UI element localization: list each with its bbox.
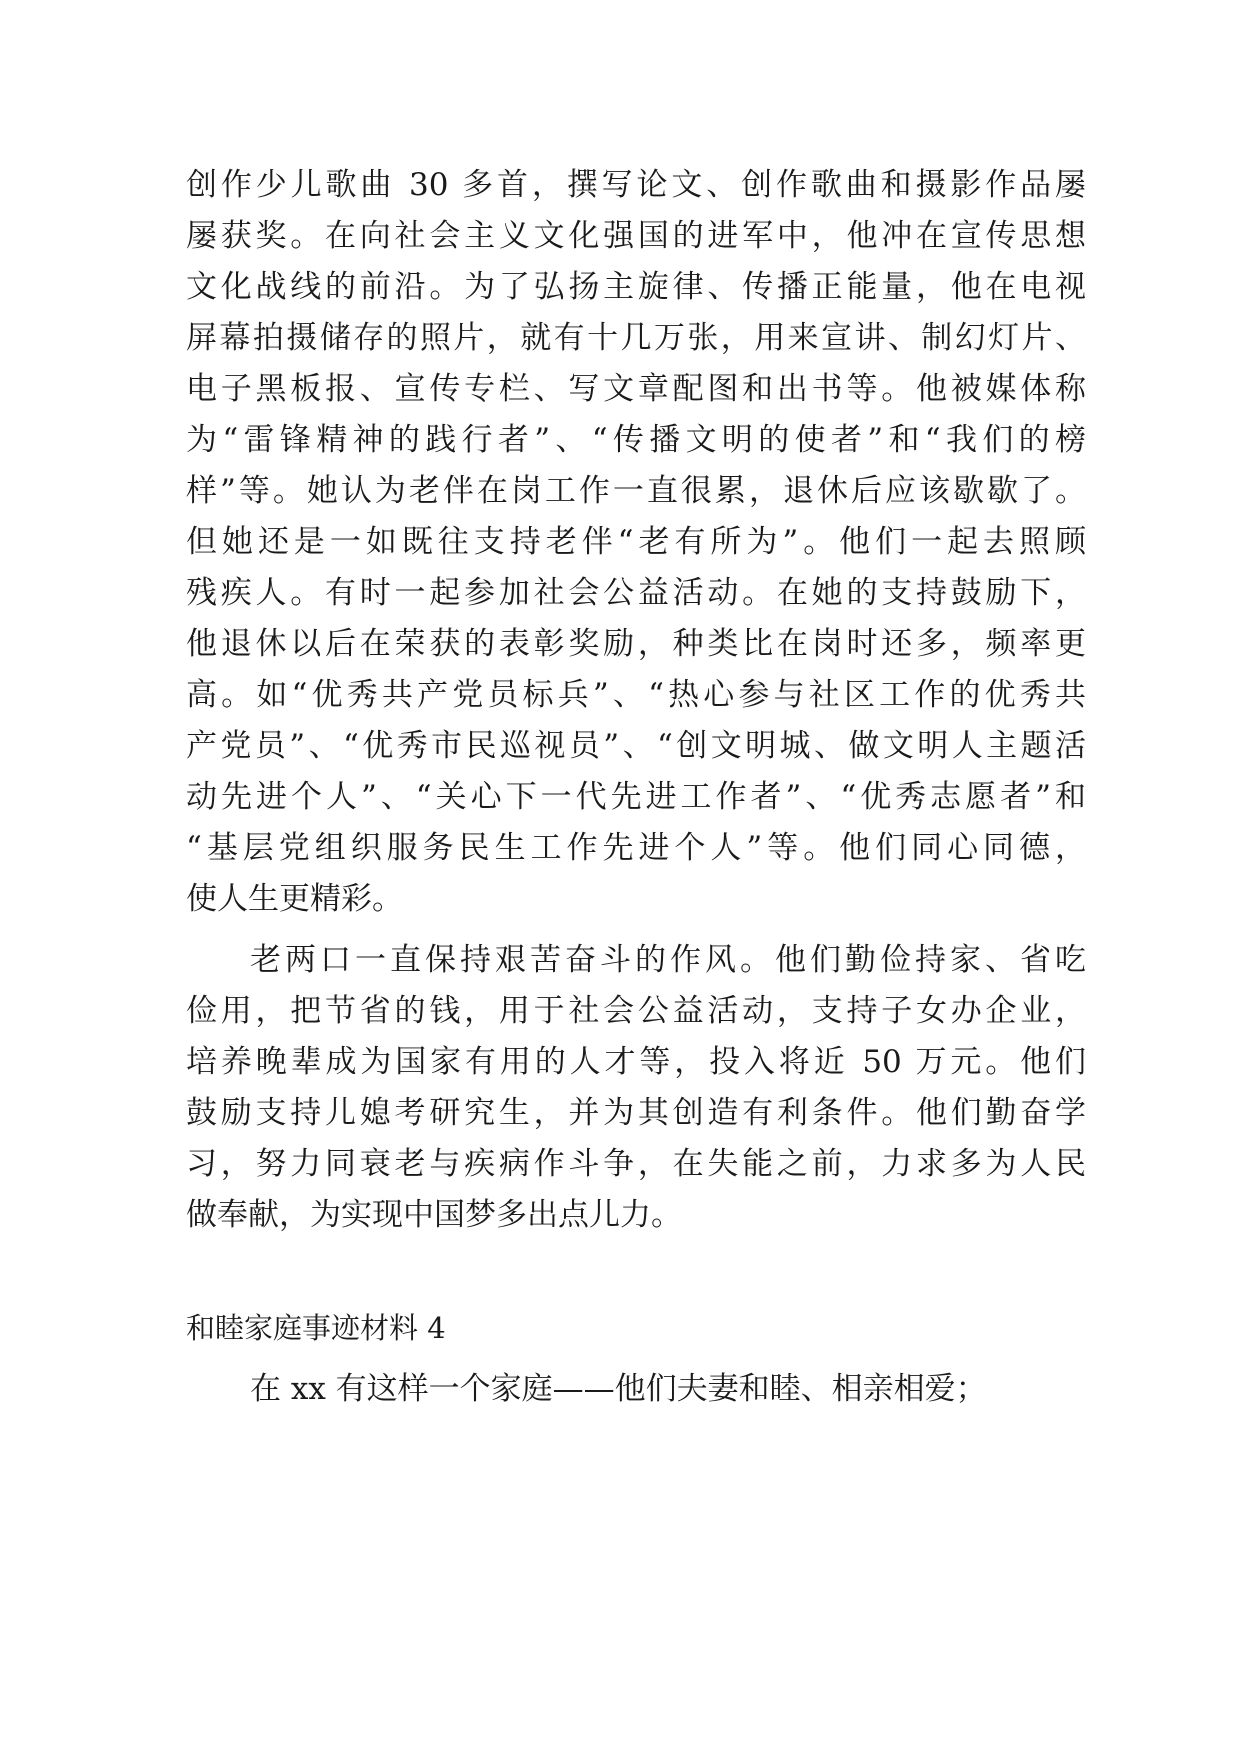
text-line: 高。如“优秀共产党员标兵”、“热心参与社区工作的优秀共: [186, 677, 1086, 713]
text-line: 俭用，把节省的钱，用于社会公益活动，支持子女办企业，: [186, 993, 1086, 1029]
text-line: 他退休以后在荣获的表彰奖励，种类比在岗时还多，频率更: [186, 626, 1086, 662]
text-line: 做奉献，为实现中国梦多出点儿力。: [186, 1197, 682, 1233]
paragraph: [186, 160, 1086, 925]
text-line: 使人生更精彩。: [186, 881, 403, 917]
text-line: 残疾人。有时一起参加社会公益活动。在她的支持鼓励下，: [186, 575, 1086, 611]
text-line: 屏幕拍摄储存的照片，就有十几万张，用来宣讲、制幻灯片、: [186, 320, 1086, 356]
paragraph: [186, 1364, 1086, 1415]
paragraph-spacer: [186, 1354, 1086, 1364]
text-line: “基层党组织服务民生工作先进个人”等。他们同心同德，: [186, 830, 1086, 866]
document-body: [186, 160, 1086, 1415]
text-line: 样”等。她认为老伴在岗工作一直很累，退休后应该歇歇了。: [186, 473, 1086, 509]
paragraph: [186, 935, 1086, 1241]
text-line: 产党员”、“优秀市民巡视员”、“创文明城、做文明人主题活: [186, 728, 1086, 764]
paragraph-spacer: [186, 925, 1086, 935]
text-line: 创作少儿歌曲 30 多首，撰写论文、创作歌曲和摄影作品屡: [186, 167, 1086, 203]
text-line: 但她还是一如既往支持老伴“老有所为”。他们一起去照顾: [186, 524, 1086, 560]
text-line: 动先进个人”、“关心下一代先进工作者”、“优秀志愿者”和: [186, 779, 1086, 815]
text-line: 培养晚辈成为国家有用的人才等，投入将近 50 万元。他们: [186, 1044, 1086, 1080]
text-line: 老两口一直保持艰苦奋斗的作风。他们勤俭持家、省吃: [250, 942, 1086, 978]
text-line: 鼓励支持儿媳考研究生，并为其创造有利条件。他们勤奋学: [186, 1095, 1086, 1131]
text-line: 电子黑板报、宣传专栏、写文章配图和出书等。他被媒体称: [186, 371, 1086, 407]
text-line: 屡获奖。在向社会主义文化强国的进军中，他冲在宣传思想: [186, 218, 1086, 254]
section-spacer: [186, 1241, 1086, 1303]
text-line: 文化战线的前沿。为了弘扬主旋律、传播正能量，他在电视: [186, 269, 1086, 305]
section-heading: 和睦家庭事迹材料 4: [186, 1311, 446, 1345]
text-line: 为“雷锋精神的践行者”、“传播文明的使者”和“我们的榜: [186, 422, 1086, 458]
text-line: 在 xx 有这样一个家庭——他们夫妻和睦、相亲相爱；: [250, 1371, 987, 1407]
text-line: 习，努力同衰老与疾病作斗争，在失能之前，力求多为人民: [186, 1146, 1086, 1182]
